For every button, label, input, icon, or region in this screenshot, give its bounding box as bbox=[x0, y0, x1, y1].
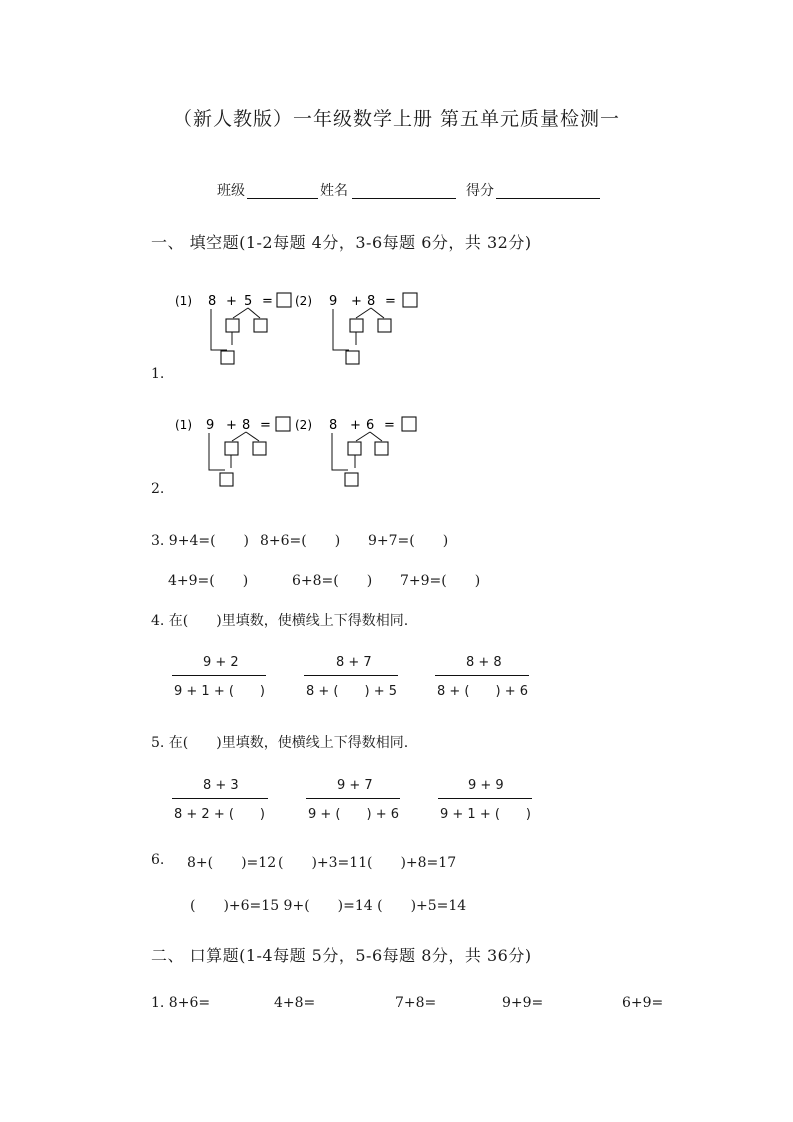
q2b-split-box-2[interactable] bbox=[375, 442, 388, 455]
q6-item: ( )+3=11 bbox=[278, 855, 368, 871]
q3-item: 3. 9+4=( ) bbox=[151, 533, 250, 549]
q1a-split-lines bbox=[233, 308, 260, 318]
q1a-bracket bbox=[211, 309, 232, 350]
q2b-left-number: 8 bbox=[329, 418, 338, 433]
q2a-label: (1) bbox=[175, 418, 192, 432]
q6-item: 8+( )=12 bbox=[187, 855, 277, 871]
q2b-split-lines bbox=[356, 432, 382, 441]
q2b-equals: = bbox=[384, 418, 395, 433]
q6-item: ( )+8=17 bbox=[367, 855, 457, 871]
q2b-sum-box[interactable] bbox=[345, 473, 358, 486]
q4-fraction-1-denominator[interactable]: 9 + 1 + ( ) bbox=[174, 684, 266, 699]
q2a-right-number: 8 bbox=[242, 418, 251, 433]
q4-fraction-1-numerator: 9 + 2 bbox=[203, 655, 239, 670]
q1b-equals: = bbox=[385, 294, 396, 309]
q6-row2: ( )+6=15 9+( )=14 ( )+5=14 bbox=[190, 898, 467, 914]
q2-number: 2. bbox=[151, 481, 165, 497]
q4-fraction-1-bar bbox=[172, 675, 266, 676]
q2b-label: (2) bbox=[295, 418, 312, 432]
q5-fraction-3-denominator[interactable]: 9 + 1 + ( ) bbox=[440, 807, 532, 822]
class-label: 班级 bbox=[217, 183, 245, 199]
q3-item: 6+8=( ) bbox=[292, 573, 373, 589]
q2b-operator: + bbox=[350, 418, 361, 433]
q1b-operator: + bbox=[351, 294, 362, 309]
q1b-left-number: 9 bbox=[329, 294, 338, 309]
q1b-split-box-2[interactable] bbox=[378, 319, 391, 332]
q2a-split-lines bbox=[232, 432, 259, 441]
q1a-sum-box[interactable] bbox=[221, 351, 234, 364]
q2a-answer-box[interactable] bbox=[276, 417, 290, 431]
class-blank[interactable] bbox=[247, 198, 318, 199]
section1-heading: 一、 填空题(1-2每题 4分，3-6每题 6分，共 32分) bbox=[151, 233, 532, 252]
q1-number: 1. bbox=[151, 366, 165, 382]
oral-calc-item: 6+9= bbox=[622, 995, 664, 1011]
q1a-right-number: 5 bbox=[244, 294, 253, 309]
q5-fraction-1-numerator: 8 + 3 bbox=[203, 778, 239, 793]
q5-fraction-2-numerator: 9 + 7 bbox=[337, 778, 373, 793]
q6-number: 6. bbox=[151, 852, 165, 868]
q5-fraction-3-bar bbox=[438, 798, 532, 799]
name-label: 姓名 bbox=[320, 183, 348, 199]
q2a-split-box-1[interactable] bbox=[225, 442, 238, 455]
q1a-label: (1) bbox=[175, 294, 192, 308]
score-blank[interactable] bbox=[496, 198, 600, 199]
q3-item: 8+6=( ) bbox=[260, 533, 341, 549]
oral-calc-item: 1. 8+6= bbox=[151, 995, 211, 1011]
q2b-answer-box[interactable] bbox=[402, 417, 416, 431]
q1a-split-box-2[interactable] bbox=[254, 319, 267, 332]
q1b-split-box-1[interactable] bbox=[350, 319, 363, 332]
oral-calc-item: 7+8= bbox=[395, 995, 437, 1011]
q1a-left-number: 8 bbox=[208, 294, 217, 309]
q2a-operator: + bbox=[226, 418, 237, 433]
q3-item: 9+7=( ) bbox=[368, 533, 449, 549]
q1b-answer-box[interactable] bbox=[403, 293, 417, 307]
q4-fraction-2-bar bbox=[304, 675, 398, 676]
q4-fraction-2-numerator: 8 + 7 bbox=[336, 655, 372, 670]
q2a-bracket bbox=[209, 433, 231, 470]
q1b-label: (2) bbox=[295, 294, 312, 308]
name-blank[interactable] bbox=[352, 198, 456, 199]
q2a-sum-box[interactable] bbox=[220, 473, 233, 486]
q5-fraction-2-bar bbox=[306, 798, 400, 799]
q3-item: 7+9=( ) bbox=[400, 573, 481, 589]
oral-calc-item: 9+9= bbox=[502, 995, 544, 1011]
q2b-split-box-1[interactable] bbox=[348, 442, 361, 455]
q1a-split-box-1[interactable] bbox=[226, 319, 239, 332]
q2b-right-number: 6 bbox=[366, 418, 375, 433]
q2a-left-number: 9 bbox=[206, 418, 215, 433]
q2a-split-box-2[interactable] bbox=[253, 442, 266, 455]
q2-diagram bbox=[170, 412, 430, 494]
oral-calc-item: 4+8= bbox=[274, 995, 316, 1011]
q1a-operator: + bbox=[226, 294, 237, 309]
q5-fraction-1-bar bbox=[172, 798, 268, 799]
q5-fraction-3-numerator: 9 + 9 bbox=[468, 778, 504, 793]
q3-item: 4+9=( ) bbox=[168, 573, 249, 589]
section2-heading: 二、 口算题(1-4每题 5分，5-6每题 8分，共 36分) bbox=[151, 946, 532, 965]
q2b-bracket bbox=[332, 433, 355, 470]
q4-prompt: 4. 在( )里填数，使横线上下得数相同. bbox=[151, 613, 409, 629]
q4-fraction-2-denominator[interactable]: 8 + ( ) + 5 bbox=[306, 684, 398, 699]
q4-fraction-3-denominator[interactable]: 8 + ( ) + 6 bbox=[437, 684, 529, 699]
q2a-equals: = bbox=[260, 418, 271, 433]
q4-fraction-3-numerator: 8 + 8 bbox=[466, 655, 502, 670]
q5-prompt: 5. 在( )里填数，使横线上下得数相同. bbox=[151, 735, 409, 751]
q1b-sum-box[interactable] bbox=[346, 351, 359, 364]
q1b-bracket bbox=[333, 309, 356, 350]
score-label: 得分 bbox=[466, 183, 494, 199]
q1b-right-number: 8 bbox=[367, 294, 376, 309]
q1a-answer-box[interactable] bbox=[277, 293, 291, 307]
q1-diagram bbox=[170, 288, 430, 370]
q4-fraction-3-bar bbox=[435, 675, 529, 676]
page-title: （新人教版）一年级数学上册 第五单元质量检测一 bbox=[172, 108, 621, 130]
q1b-split-lines bbox=[356, 308, 384, 318]
q5-fraction-2-denominator[interactable]: 9 + ( ) + 6 bbox=[308, 807, 400, 822]
q1a-equals: = bbox=[262, 294, 273, 309]
q5-fraction-1-denominator[interactable]: 8 + 2 + ( ) bbox=[174, 807, 266, 822]
